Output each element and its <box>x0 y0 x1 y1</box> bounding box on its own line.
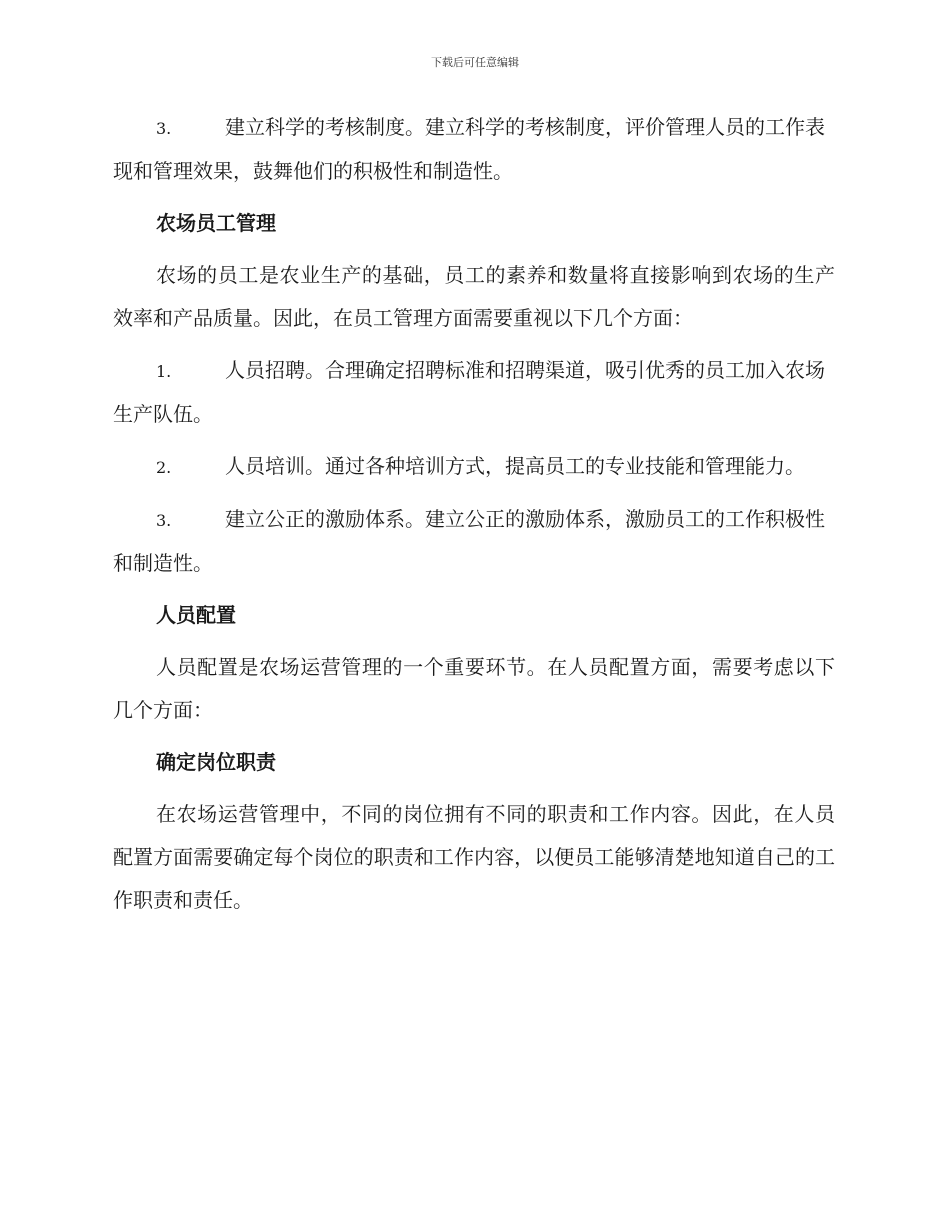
section-heading-job-duties: 确定岗位职责 <box>156 750 276 774</box>
list-item <box>113 445 835 489</box>
list-item <box>113 498 835 585</box>
list-number: 3. <box>156 511 172 530</box>
list-number: 3. <box>156 119 172 138</box>
section-heading-staffing: 人员配置 <box>156 603 236 627</box>
section-heading-staff-management: 农场员工管理 <box>156 211 276 235</box>
paragraph: 农场的员工是农业生产的基础，员工的素养和数量将直接影响到农场的生产效率和产品质量。因此，在员工管理方面需要重视以下几个方面： <box>113 263 835 330</box>
list-text: 建立科学的考核制度。建立科学的考核制度，评价管理人员的工作表现和管理效果，鼓舞他们的积极性和制造性。 <box>113 115 825 183</box>
list-item <box>113 106 835 193</box>
paragraph: 人员配置是农场运营管理的一个重要环节。在人员配置方面，需要考虑以下几个方面： <box>113 655 835 722</box>
paragraph: 在农场运营管理中，不同的岗位拥有不同的职责和工作内容。因此，在人员配置方面需要确定每个岗位的职责和工作内容，以便员工能够清楚地知道自己的工作职责和责任。 <box>113 802 835 912</box>
list-text: 人员招聘。合理确定招聘标准和招聘渠道，吸引优秀的员工加入农场生产队伍。 <box>113 358 825 426</box>
list-number: 1. <box>156 362 172 381</box>
list-text: 建立公正的激励体系。建立公正的激励体系，激励员工的工作积极性和制造性。 <box>113 507 825 575</box>
page-header: 下载后可任意编辑 <box>431 56 519 69</box>
list-text: 人员培训。通过各种培训方式，提高员工的专业技能和管理能力。 <box>225 454 805 478</box>
list-number: 2. <box>156 458 172 477</box>
list-item <box>113 349 835 436</box>
document-body <box>113 106 835 931</box>
